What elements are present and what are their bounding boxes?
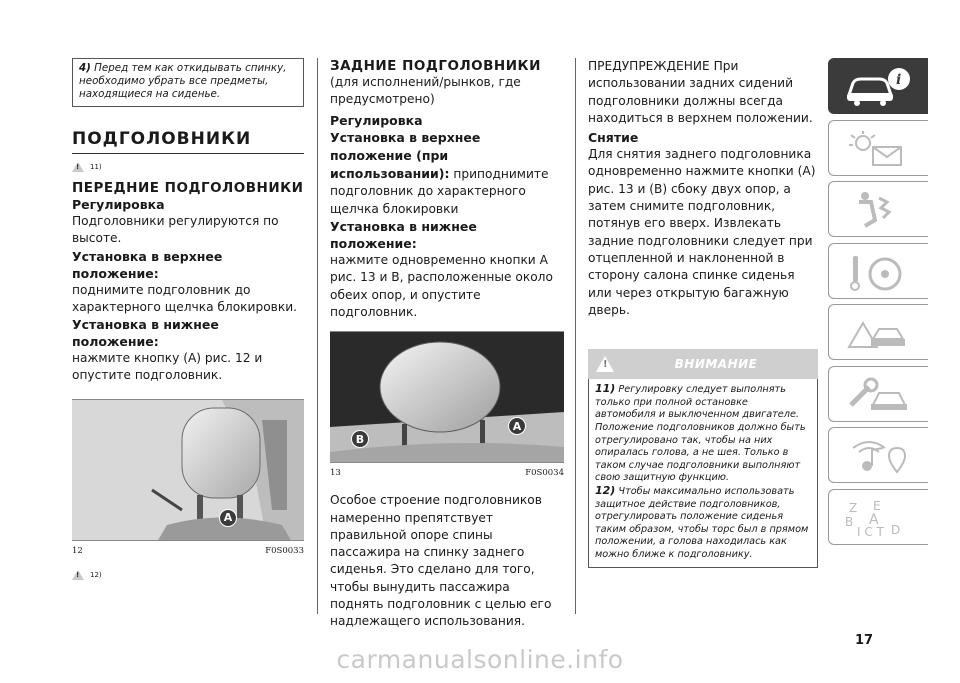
car-info-icon — [843, 67, 913, 107]
upper-position-text: поднимите подголовник до характерного щелчка блокировки. — [72, 282, 297, 314]
svg-text:D: D — [891, 522, 901, 537]
upper-position-title: Установка в верхнее положение: — [72, 248, 223, 281]
svg-text:i: i — [896, 72, 902, 88]
svg-text:A: A — [869, 511, 879, 528]
svg-text:I C T: I C T — [857, 524, 884, 538]
removal-title: Снятие — [588, 130, 639, 146]
section-title: ПОДГОЛОВНИКИ — [72, 129, 304, 154]
attention-header — [588, 349, 818, 379]
warning-icon — [72, 570, 84, 580]
adjust-title: Регулировка — [72, 197, 165, 212]
note-11-text: Регулировку следует выполнять только при полной остановке автомобиля и выключенном двигателе. Положение подголовников должно быть отрегулировано так, чтобы на них опиралась голова, а не шея. Только в таком случае подголовники выполняют свою защитную функцию. — [595, 384, 806, 484]
warning-icon — [596, 356, 614, 372]
tab-safety[interactable] — [828, 181, 928, 237]
lower-position-text: нажмите кнопку (A) рис. 12 и опустите подголовник. — [72, 351, 263, 383]
note-12-number: 12) — [595, 483, 616, 497]
callout-a: A — [508, 417, 526, 435]
alphabet-index-icon — [843, 498, 913, 538]
callout-b: B — [351, 430, 369, 448]
adjust-title: Регулировка — [330, 112, 423, 128]
rear-headrests-title: ЗАДНИЕ ПОДГОЛОВНИКИ — [330, 58, 541, 74]
note-number: 4) — [79, 62, 91, 74]
page-number: 17 — [855, 633, 874, 648]
upper-position-text: приподнимите подголовник до характерного щелчка блокировки — [330, 167, 549, 216]
front-headrest-illustration — [72, 400, 304, 541]
upper-position-paragraph — [330, 129, 564, 218]
tab-lights-messages[interactable] — [828, 120, 928, 176]
chapter-tabs — [828, 58, 928, 550]
lower-position-title: Установка в нижнее положение: — [330, 219, 477, 252]
note-11-number: 11) — [595, 382, 616, 396]
tab-emergency[interactable] — [828, 304, 928, 360]
tab-starting-driving[interactable] — [828, 243, 928, 299]
svg-text:B: B — [845, 514, 854, 529]
svg-text:Z: Z — [849, 500, 858, 515]
lower-position-title: Установка в нижнее положение: — [72, 317, 219, 350]
column-1 — [72, 58, 304, 580]
rear-headrests-subtitle: (для исполнений/рынков, где предусмотрено) — [330, 75, 521, 107]
reference-mark — [72, 162, 304, 172]
upper-position-title: Установка в верхнее положение (при использовании): — [330, 129, 481, 182]
figure-code: F0S0034 — [525, 468, 564, 479]
tab-car-info[interactable] — [828, 58, 928, 114]
callout-a: A — [219, 509, 237, 527]
column-divider — [317, 58, 318, 614]
note-11 — [595, 383, 811, 485]
wrench-car-icon — [843, 375, 913, 415]
note-12 — [595, 485, 811, 562]
tab-maintenance[interactable] — [828, 366, 928, 422]
airbag-seat-icon — [843, 190, 913, 230]
attention-notes — [588, 379, 818, 568]
tab-index[interactable] — [828, 489, 928, 545]
svg-text:E: E — [873, 498, 881, 513]
column-3 — [588, 58, 818, 568]
front-headrests-title: ПЕРЕДНИЕ ПОДГОЛОВНИКИ — [72, 180, 304, 196]
reference-number: 12) — [90, 570, 102, 579]
figure-number: 13 — [330, 468, 341, 479]
lower-position-text: нажмите одновременно кнопки A рис. 13 и B, расположенные около обеих опор, и опустите подголовник. — [330, 253, 553, 319]
music-nav-icon — [843, 436, 913, 476]
figure-caption — [330, 468, 564, 478]
figure-number: 12 — [72, 545, 83, 556]
adjust-text: Подголовники регулируются по высоте. — [72, 214, 279, 246]
warning-icon — [72, 162, 84, 172]
note-text: Перед тем как откидывать спинку, необходимо убрать все предметы, находящиеся на сиденье. — [79, 62, 287, 100]
note-box — [72, 58, 304, 107]
note-12-text: Чтобы максимально использовать защитное действие подголовников, отрегулировать положение сиденья таким образом, чтобы торс был в прямом положении, а голова находилась как можно ближе к подголовнику. — [595, 485, 809, 560]
figure-13 — [330, 331, 564, 463]
warning-text: ПРЕДУПРЕЖДЕНИЕ При использовании задних сидений подголовники должны всегда находиться в верхнем положении. — [588, 59, 813, 125]
figure-caption — [72, 546, 304, 556]
figure-code: F0S0033 — [265, 545, 304, 556]
figure-12 — [72, 399, 304, 541]
column-2 — [330, 58, 564, 631]
reference-mark — [72, 570, 304, 580]
reference-number: 11) — [90, 163, 102, 171]
special-design-text: Особое строение подголовников намеренно препятствует правильной опоре спины пассажира на спинку заднего сиденья. Это сделано для того, чтобы вынудить пассажира поднять подголовник с целью его надлежащего использования. — [330, 493, 552, 629]
watermark: carmanualsonline.info — [336, 645, 624, 674]
road-warning-icon — [843, 313, 913, 353]
attention-label: ВНИМАНИЕ — [674, 357, 758, 372]
column-divider — [575, 58, 576, 614]
tab-multimedia[interactable] — [828, 427, 928, 483]
steering-key-icon — [843, 252, 913, 292]
lights-message-icon — [843, 129, 913, 169]
removal-text: Для снятия заднего подголовника одновременно нажмите кнопки (A) рис. 13 и (B) сбоку двух опор, а затем снимите подголовник, потянув его вверх. Извлекать задние подголовники следует при отцепленной и наклоненной в сторону салона спинке сиденья или через открытую багажную дверь. — [588, 147, 816, 317]
